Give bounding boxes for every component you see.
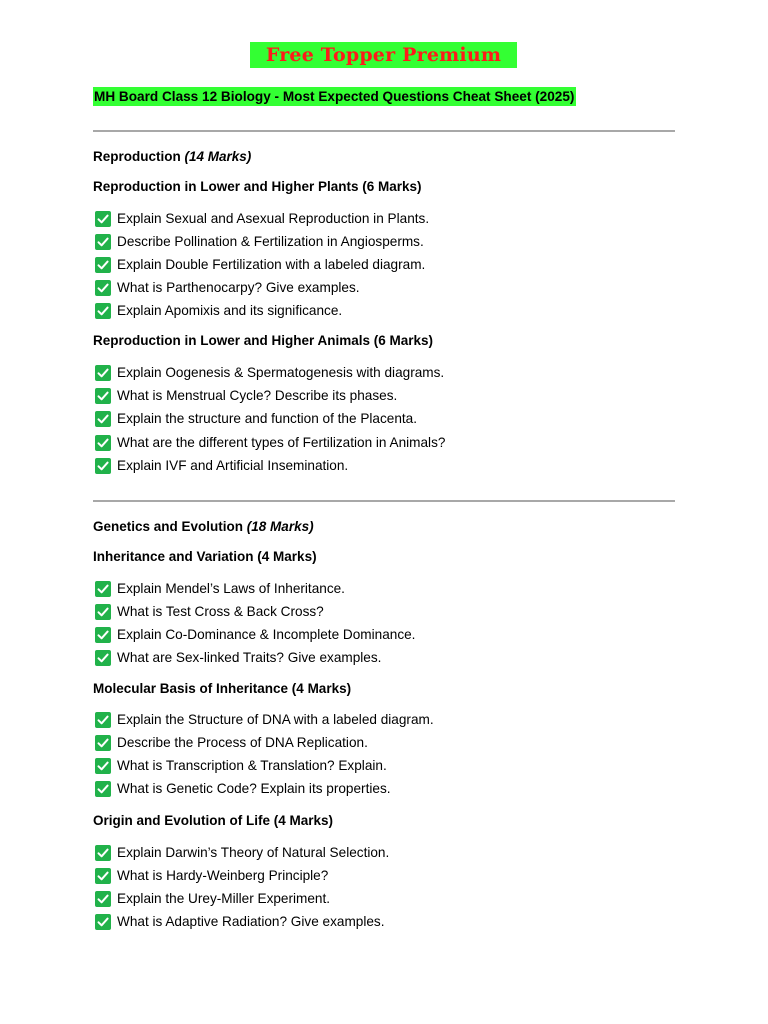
- list-item: [95, 867, 328, 885]
- list-item: [95, 913, 384, 931]
- item-text: What are the different types of Fertilization in Animals?: [117, 435, 446, 450]
- item-text: What is Genetic Code? Explain its properties.: [117, 781, 391, 796]
- item-text: What is Test Cross & Back Cross?: [117, 604, 324, 619]
- checkmark-icon: [95, 581, 111, 597]
- divider: [93, 500, 675, 502]
- item-text: Explain IVF and Artificial Insemination.: [117, 458, 349, 473]
- checkmark-icon: [95, 868, 111, 884]
- divider: [93, 130, 675, 132]
- checkmark-icon: [95, 303, 111, 319]
- checkmark-icon: [95, 234, 111, 250]
- item-text: What are Sex-linked Traits? Give examples.: [117, 650, 382, 665]
- item-text: Explain Darwin’s Theory of Natural Selection.: [117, 845, 390, 860]
- item-text: What is Parthenocarpy? Give examples.: [117, 280, 360, 295]
- checkmark-icon: [95, 211, 111, 227]
- item-text: Describe Pollination & Fertilization in Angiosperms.: [117, 234, 424, 249]
- checkmark-icon: [95, 627, 111, 643]
- checkmark-icon: [95, 891, 111, 907]
- item-text: Explain Sexual and Asexual Reproduction in Plants.: [117, 211, 430, 226]
- checkmark-icon: [95, 650, 111, 666]
- checkmark-icon: [95, 388, 111, 404]
- checkmark-icon: [95, 280, 111, 296]
- checkmark-icon: [95, 712, 111, 728]
- item-text: Explain the Structure of DNA with a labeled diagram.: [117, 712, 434, 727]
- checkmark-icon: [95, 257, 111, 273]
- section-title-text: Reproduction: [93, 149, 181, 164]
- section-title-reproduction: [93, 148, 251, 166]
- item-text: What is Transcription & Translation? Explain.: [117, 758, 387, 773]
- list-item: [95, 279, 360, 297]
- subsection-title: Origin and Evolution of Life (4 Marks): [93, 813, 334, 828]
- checkmark-icon: [95, 435, 111, 451]
- item-text: What is Hardy-Weinberg Principle?: [117, 868, 329, 883]
- checkmark-icon: [95, 411, 111, 427]
- list-item: [95, 210, 429, 228]
- section-marks: (14 Marks): [184, 149, 252, 164]
- item-text: Explain Apomixis and its significance.: [117, 303, 343, 318]
- subsection-title: Molecular Basis of Inheritance (4 Marks): [93, 681, 352, 696]
- list-item: [95, 457, 348, 475]
- item-text: What is Adaptive Radiation? Give examples.: [117, 914, 385, 929]
- list-item: [95, 256, 425, 274]
- list-item: [95, 649, 381, 667]
- section-marks: (18 Marks): [246, 519, 314, 534]
- item-text: Explain Mendel’s Laws of Inheritance.: [117, 581, 345, 596]
- checkmark-icon: [95, 735, 111, 751]
- page-subtitle: MH Board Class 12 Biology - Most Expected Questions Cheat Sheet (2025): [94, 89, 575, 104]
- list-item: [95, 757, 387, 775]
- list-item: [95, 711, 434, 729]
- checkmark-icon: [95, 758, 111, 774]
- list-item: [95, 364, 444, 382]
- list-item: [95, 844, 389, 862]
- list-item: [95, 734, 368, 752]
- section-title-genetics: [93, 518, 314, 536]
- section-title-text: Genetics and Evolution: [93, 519, 244, 534]
- checkmark-icon: [95, 781, 111, 797]
- item-text: Explain the Urey-Miller Experiment.: [117, 891, 331, 906]
- list-item: [95, 890, 330, 908]
- item-text: Describe the Process of DNA Replication.: [117, 735, 368, 750]
- list-item: [95, 233, 424, 251]
- checkmark-icon: [95, 458, 111, 474]
- item-text: Explain Double Fertilization with a labeled diagram.: [117, 257, 426, 272]
- item-text: Explain Co-Dominance & Incomplete Dominance.: [117, 627, 416, 642]
- subsection-title: Reproduction in Lower and Higher Animals (6 Marks): [93, 333, 434, 348]
- list-item: [95, 780, 391, 798]
- list-item: [95, 302, 342, 320]
- subsection-title: Inheritance and Variation (4 Marks): [93, 549, 317, 564]
- checkmark-icon: [95, 914, 111, 930]
- checkmark-icon: [95, 365, 111, 381]
- item-text: Explain the structure and function of the Placenta.: [117, 411, 418, 426]
- list-item: [95, 410, 417, 428]
- checkmark-icon: [95, 604, 111, 620]
- list-item: [95, 580, 345, 598]
- checkmark-icon: [95, 845, 111, 861]
- subsection-title: Reproduction in Lower and Higher Plants (6 Marks): [93, 179, 422, 194]
- list-item: [95, 434, 445, 452]
- item-text: What is Menstrual Cycle? Describe its phases.: [117, 388, 398, 403]
- item-text: Explain Oogenesis & Spermatogenesis with diagrams.: [117, 365, 445, 380]
- banner-title: Free Topper Premium: [250, 42, 517, 68]
- list-item: [95, 387, 397, 405]
- list-item: [95, 603, 324, 621]
- list-item: [95, 626, 415, 644]
